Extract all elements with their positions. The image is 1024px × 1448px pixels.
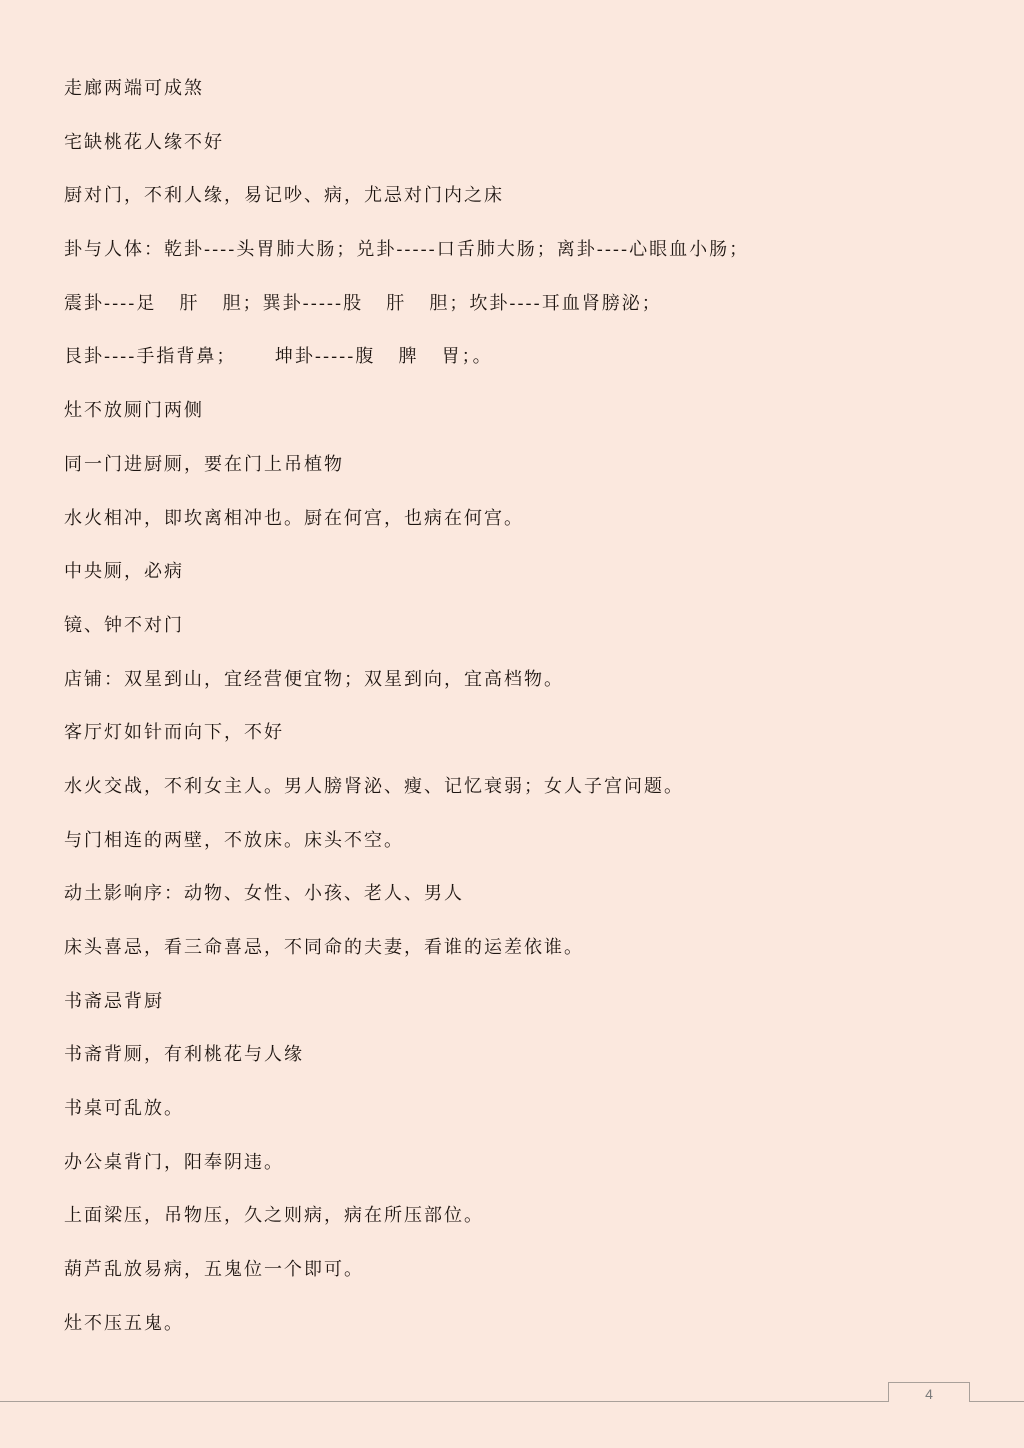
text-line: 店铺：双星到山，宜经营便宜物；双星到向，宜高档物。 (64, 668, 564, 690)
document-body (64, 72, 964, 1361)
text-line: 客厅灯如针而向下，不好 (64, 722, 284, 744)
text-line: 水火相冲，即坎离相冲也。厨在何宫，也病在何宫。 (64, 507, 524, 529)
text-line: 书斋忌背厨 (64, 990, 164, 1012)
text-line: 水火交战，不利女主人。男人膀肾泌、瘦、记忆衰弱；女人子宫问题。 (64, 775, 684, 797)
text-line: 葫芦乱放易病，五鬼位一个即可。 (64, 1259, 364, 1281)
text-line: 灶不压五鬼。 (64, 1312, 184, 1334)
text-line: 镜、钟不对门 (64, 614, 184, 636)
text-line: 书斋背厕，有利桃花与人缘 (64, 1044, 304, 1066)
text-line: 上面梁压，吊物压，久之则病，病在所压部位。 (64, 1205, 484, 1227)
text-line: 艮卦----手指背鼻； 坤卦-----腹 脾 胃；。 (64, 346, 493, 368)
text-line: 床头喜忌，看三命喜忌，不同命的夫妻，看谁的运差依谁。 (64, 937, 584, 958)
text-line: 卦与人体：乾卦----头胃肺大肠；兑卦-----口舌肺大肠；离卦----心眼血小肠； (64, 239, 750, 261)
text-line: 宅缺桃花人缘不好 (64, 131, 224, 153)
text-line: 与门相连的两壁，不放床。床头不空。 (64, 829, 404, 851)
text-line: 震卦----足 肝 胆；巽卦-----股 肝 胆；坎卦----耳血肾膀泌； (64, 292, 662, 314)
page-number-tab (888, 1382, 970, 1402)
text-line: 走廊两端可成煞 (64, 78, 204, 99)
text-line: 书桌可乱放。 (64, 1098, 184, 1120)
text-line: 同一门进厨厕，要在门上吊植物 (64, 453, 344, 475)
footer-rule (0, 1401, 1024, 1402)
text-line: 办公桌背门，阳奉阴违。 (64, 1151, 284, 1173)
text-line: 灶不放厕门两侧 (64, 400, 204, 422)
page-number: 4 (925, 1386, 933, 1402)
text-line: 厨对门，不利人缘，易记吵、病，尤忌对门内之床 (64, 185, 504, 207)
text-line: 中央厕，必病 (64, 561, 184, 583)
text-line: 动土影响序：动物、女性、小孩、老人、男人 (64, 883, 464, 905)
